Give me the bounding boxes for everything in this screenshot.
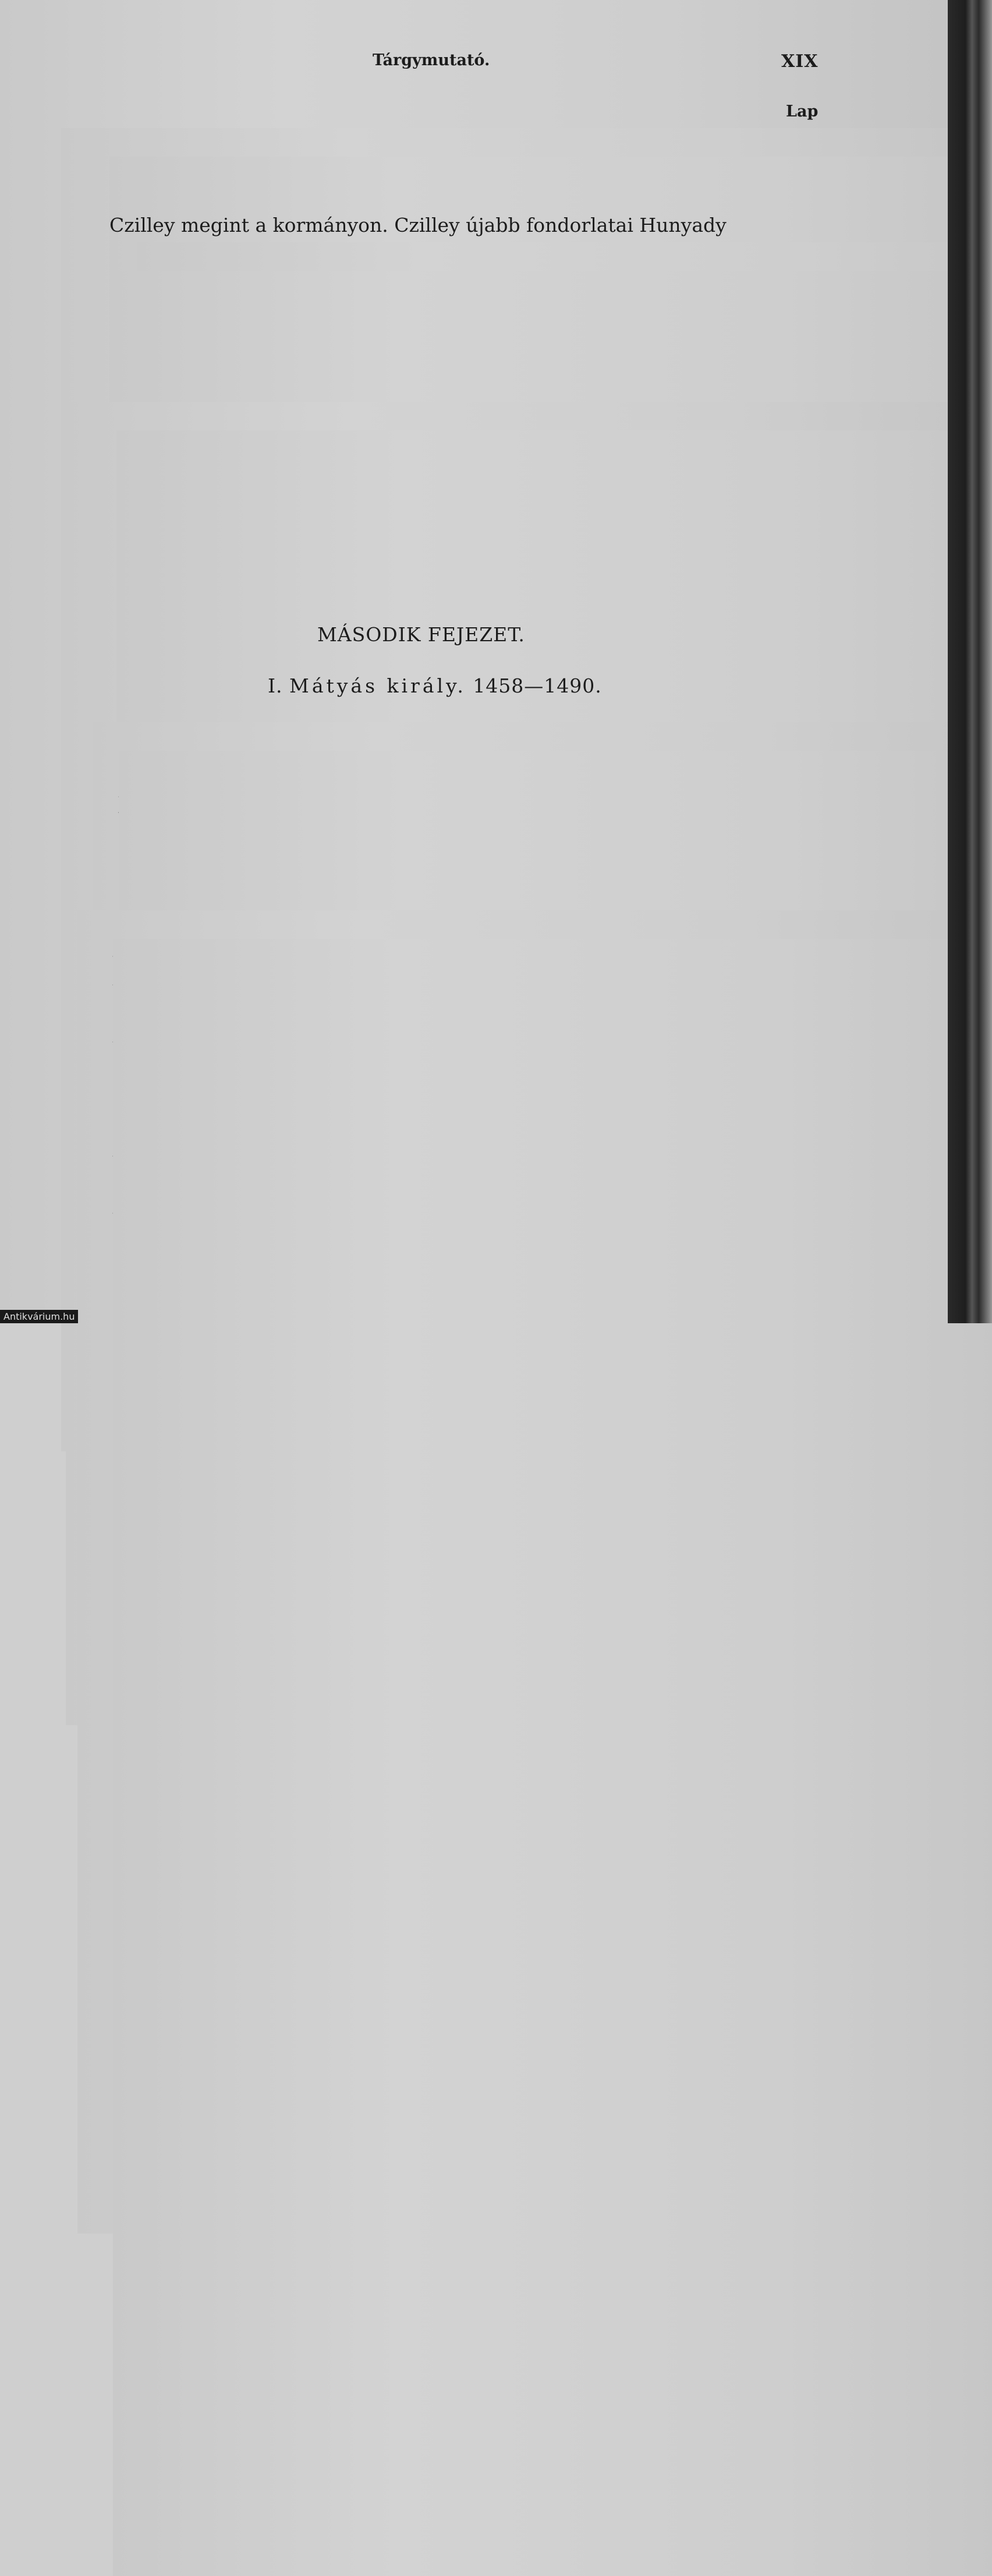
toc-entry: [77, 910, 827, 935]
toc-entry: [113, 1253, 827, 1277]
section-heading-name: Mátyás király.: [289, 674, 466, 697]
toc-entry: [109, 157, 821, 181]
running-title: Tárgymutató.: [373, 51, 490, 69]
toc-entry: [114, 299, 821, 324]
page-number: XIX: [781, 51, 819, 72]
toc-entry: [113, 1167, 827, 1192]
toc-entry: [113, 1224, 827, 1249]
toc-entry: [113, 996, 827, 1020]
toc-entry: [113, 1196, 827, 1220]
entry-page: [113, 1253, 992, 2576]
section-heading-years: 1458—1490.: [473, 674, 602, 697]
toc-entry: [113, 1053, 827, 1077]
entry-title: Czilley megint a kormányon. Czilley újabb fondorlatai Hunyady: [109, 214, 727, 236]
toc-entry: [113, 967, 827, 992]
book-spine-edge: [948, 0, 992, 1323]
toc-entry: [113, 1139, 827, 1163]
toc-entry: [116, 459, 824, 483]
toc-entry: [61, 128, 821, 153]
toc-entry: [119, 808, 826, 832]
toc-entry: [119, 751, 826, 775]
toc-entry: [116, 430, 824, 455]
toc-entry: [137, 242, 821, 267]
toc-entry: [114, 356, 821, 381]
toc-entry: [113, 939, 827, 963]
toc-entry: [113, 1024, 827, 1049]
toc-entry: [114, 328, 821, 352]
toc-entry: [116, 487, 824, 512]
toc-entry: [119, 779, 826, 804]
toc-entry: [119, 865, 826, 889]
page-column-label: Lap: [786, 103, 819, 121]
chapter-heading: MÁSODIK FEJEZET.: [317, 623, 525, 646]
book-page: [0, 0, 948, 1323]
toc-entry: [66, 402, 824, 426]
toc-entry: [113, 1110, 827, 1135]
section-heading-prefix: I.: [268, 674, 283, 697]
toc-entry: [109, 185, 821, 210]
watermark: Antikvárium.hu: [0, 1310, 78, 1323]
toc-entry: [113, 1082, 827, 1106]
toc-entry: [93, 722, 826, 747]
toc-entry: [119, 836, 826, 861]
section-heading: [268, 674, 602, 697]
toc-entry: [114, 271, 821, 295]
toc-entry: [116, 516, 824, 540]
